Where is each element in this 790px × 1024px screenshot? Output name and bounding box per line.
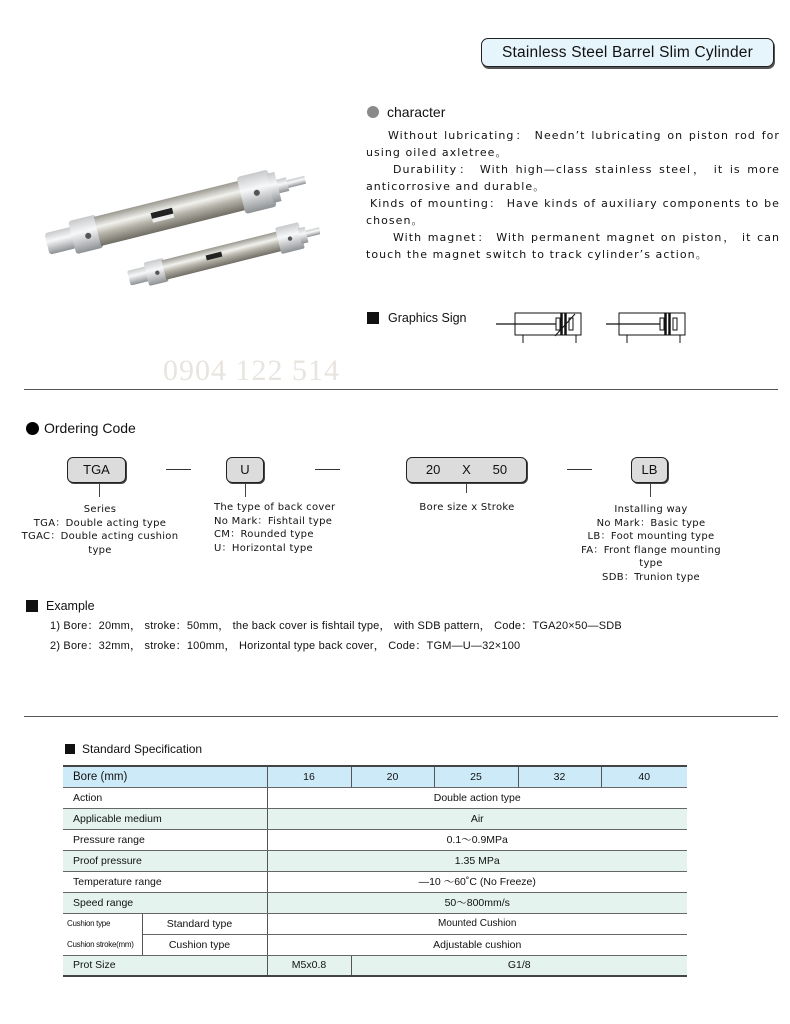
- graphics-sign-label: Graphics Sign: [388, 311, 467, 325]
- port-value-small: M5x0.8: [267, 955, 351, 976]
- section-divider: [24, 389, 778, 390]
- installing-description: [570, 503, 732, 585]
- port-value-large: G1/8: [351, 955, 687, 976]
- spec-row-label: Temperature range: [63, 871, 267, 892]
- spec-row-value: Air: [267, 808, 687, 829]
- spec-row-label: Pressure range: [63, 829, 267, 850]
- black-square-icon: [65, 744, 75, 754]
- code-leader-line: [650, 483, 651, 497]
- character-paragraph: Kinds of mounting： Have kinds of auxiliary components to be chosen。: [366, 197, 780, 227]
- back-cover-option: U：Horizontal type: [214, 542, 313, 554]
- back-cover-option: No Mark：Fishtail type: [214, 515, 333, 527]
- cylinder-with-cushion-symbol: [496, 313, 581, 343]
- example-line: 2) Bore：32mm， stroke：100mm， Horizontal type back cover， Code：TGM—U—32×100: [50, 640, 521, 652]
- spec-row: [63, 871, 687, 892]
- installing-option: LB：Foot mounting type: [587, 531, 715, 543]
- installing-option: SDB：Trunion type: [602, 571, 700, 583]
- series-option: TGA：Double acting type: [33, 517, 167, 529]
- cushion-stroke-label: Cushion stroke(mm): [63, 934, 142, 955]
- cushion-value: Mounted Cushion: [267, 913, 687, 934]
- code-x: X: [462, 462, 471, 477]
- spec-table: [63, 765, 687, 977]
- character-paragraph: Durability： With high—class stainless steel， it is more anticorrosive and durable。: [366, 163, 780, 193]
- spec-row-label: Proof pressure: [63, 850, 267, 871]
- spec-row: [63, 850, 687, 871]
- bore-value: 32: [518, 766, 601, 787]
- black-dot-icon: [26, 422, 39, 435]
- grey-dot-icon: [367, 106, 379, 118]
- code-box-back-cover: U: [226, 457, 264, 483]
- series-description: [10, 503, 190, 557]
- spec-row-cushion-type: [63, 913, 687, 934]
- spec-row-cushion-stroke: [63, 934, 687, 955]
- code-leader-line: [466, 483, 467, 493]
- example-line: 1) Bore：20mm， stroke：50mm， the back cover is fishtail type， with SDB pattern， Code：TGA20×50—SDB: [50, 620, 622, 632]
- cylinder-basic-symbol: [606, 313, 685, 343]
- spec-row-value: 0.1～0.9MPa: [267, 829, 687, 850]
- black-square-icon: [367, 312, 379, 324]
- section-divider: [24, 716, 778, 717]
- character-text: [366, 127, 780, 263]
- spec-label: Standard Specification: [82, 742, 203, 756]
- bore-stroke-title: Bore size x Stroke: [419, 502, 515, 513]
- character-heading-label: character: [387, 104, 446, 120]
- bore-value: 40: [601, 766, 687, 787]
- code-bore: 20: [425, 462, 441, 477]
- cushion-sub-label: Standard type: [142, 913, 267, 934]
- spec-row: [63, 829, 687, 850]
- spec-row-value: 50～800mm/s: [267, 892, 687, 913]
- code-separator: [315, 469, 340, 470]
- spec-row-label: Action: [63, 787, 267, 808]
- code-box-installing: LB: [631, 457, 668, 483]
- spec-row: [63, 892, 687, 913]
- back-cover-title: The type of back cover: [214, 502, 336, 513]
- spec-row-value: —10 ～60˚C (No Freeze): [267, 871, 687, 892]
- cushion-value: Adjustable cushion: [267, 934, 687, 955]
- spec-row-value: Double action type: [267, 787, 687, 808]
- code-stroke: 50: [492, 462, 508, 477]
- spec-header-row: [63, 766, 687, 787]
- code-separator: [567, 469, 592, 470]
- spec-row-label: Applicable medium: [63, 808, 267, 829]
- installing-title: Installing way: [614, 504, 688, 515]
- spec-row: [63, 808, 687, 829]
- spec-row: [63, 787, 687, 808]
- installing-option: FA：Front flange mounting type: [581, 544, 721, 570]
- bore-value: 25: [434, 766, 518, 787]
- character-heading: [367, 104, 445, 120]
- code-separator: [166, 469, 191, 470]
- port-label: Prot Size: [63, 955, 267, 976]
- cushion-type-label: Cushion type: [63, 913, 142, 934]
- graphics-sign-symbols: [496, 310, 696, 346]
- page-title: Stainless Steel Barrel Slim Cylinder: [481, 38, 774, 67]
- code-box-series: TGA: [67, 457, 126, 483]
- spec-row-port: [63, 955, 687, 976]
- installing-option: No Mark：Basic type: [596, 517, 706, 529]
- example-label: Example: [46, 599, 95, 613]
- bore-label: Bore (mm): [63, 766, 267, 787]
- spec-row-label: Speed range: [63, 892, 267, 913]
- series-title: Series: [83, 504, 117, 515]
- bore-value: 16: [267, 766, 351, 787]
- code-leader-line: [245, 483, 246, 497]
- spec-heading: [65, 742, 202, 756]
- ordering-code-label: Ordering Code: [44, 420, 136, 436]
- product-image: [30, 130, 320, 290]
- back-cover-description: [214, 501, 354, 555]
- phone-watermark: 0904 122 514: [163, 354, 340, 387]
- bore-stroke-description: [400, 501, 534, 515]
- example-heading: [26, 599, 95, 613]
- black-square-icon: [26, 600, 38, 612]
- character-paragraph: Without lubricating： Needn’t lubricating on piston rod for using oiled axletree。: [366, 129, 780, 159]
- back-cover-option: CM：Rounded type: [214, 529, 314, 541]
- graphics-sign-heading: [367, 311, 467, 325]
- spec-row-value: 1.35 MPa: [267, 850, 687, 871]
- character-paragraph: With magnet： With permanent magnet on piston， it can touch the magnet switch to track cylinder’s action。: [366, 231, 780, 261]
- code-leader-line: [99, 483, 100, 497]
- code-box-bore-stroke: [406, 457, 527, 483]
- bore-value: 20: [351, 766, 434, 787]
- ordering-code-heading: [26, 420, 136, 436]
- cushion-sub-label: Cushion type: [142, 934, 267, 955]
- series-option: TGAC：Double acting cushion type: [21, 531, 179, 556]
